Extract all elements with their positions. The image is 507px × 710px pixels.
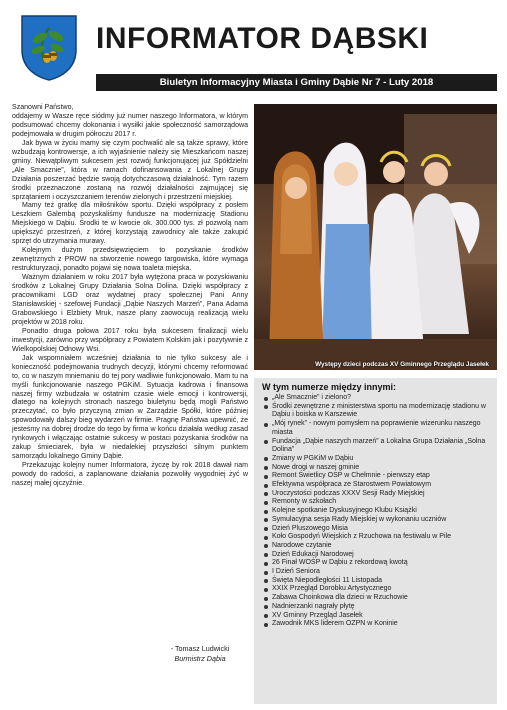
table-of-contents [254, 378, 497, 704]
contents-item: Święta Niepodległości 11 Listopada [262, 577, 489, 586]
municipal-crest-logo [20, 14, 78, 82]
contents-item: Środki zewnętrzne z ministerstwa sportu na modernizację stadionu w Dąbiu i boiska w Karszewie [262, 403, 489, 420]
article-paragraph: Mamy też gratkę dla miłośników sportu. Dzięki współpracy z posłem Leszkiem Galembą pozyskaliśmy fundusze na modernizację Stadionu Miejskiego w Dąbiu. Środki te w kwocie ok. 300.000 tys. zł pozwolą nam upiększyć przestrzeń, z której korzystają zawodnicy ale także zakupić sprzęt do utrzymania murawy. [12, 202, 248, 246]
contents-item: „Ale Smacznie” i zielono? [262, 394, 489, 403]
newsletter-subtitle-banner: Biuletyn Informacyjny Miasta i Gminy Dąbie Nr 7 - Luty 2018 [96, 74, 497, 91]
contents-title: W tym numerze między innymi: [262, 382, 397, 392]
nativity-play-photo [254, 104, 497, 370]
photo-caption: Występy dzieci podczas XV Gminnego Przeglądu Jasełek [315, 361, 489, 368]
article-paragraph: Jak wspomniałem wcześniej działania to nie tylko sukcesy ale i konieczność podejmowania trudnych decyzji, którymi chcemy reformować to, co w naszym mniemaniu do tej pory wadliwie funkcjonowało. Mam tu na myśli funkcjonowanie naszego PGKiM. Sytuacja kadrowa i finansowa naszej firmy wzbudzała w ostatnim czasie wiele emocji i kontrowersji, dlatego na kolejnych stronach naszego biuletynu będą mogli Państwo przeczytać, co było przyczyną zmian w Zarządzie Spółki, które później spowodowały dalszy bieg wydarzeń w firmie. Pragnę Państwa upewnić, że jesteśmy na dobrej drodze do tego by firma w końcu działała według zasad rynkowych i włączając ostatnie sukcesy w postaci pozyskania środków na zakup śmieciarek, była w niedalekiej przyszłości silnym punktem samorządu lokalnego Gminy Dąbie. [12, 354, 248, 461]
contents-item: Symulacyjna sesja Rady Miejskiej w wykonaniu uczniów [262, 516, 489, 525]
contents-item: „Mój rynek” - nowym pomysłem na poprawienie wizerunku naszego miasta [262, 420, 489, 437]
signature [150, 644, 250, 663]
signature-name: - Tomasz Ludwicki [170, 644, 230, 653]
contents-item: Fundacja „Dąbie naszych marzeń” a Lokalna Grupa Działania „Solna Dolina” [262, 438, 489, 455]
article-paragraph: oddajemy w Wasze ręce siódmy już numer naszego Informatora, w którym podsumować chcemy dokonania i wysiłki jakie społeczność samorządowa podejmowała w drugim półroczu 2017 r. [12, 112, 248, 138]
article-paragraph: Ponadto druga połowa 2017 roku była sukcesem finalizacji wielu inwestycji, zarówno przy współpracy z Powiatem Kolskim jak i pozytywnie z Wielkopolskiej Odnowy Wsi. [12, 327, 248, 353]
contents-item: Zmiany w PGKiM w Dąbiu [262, 455, 489, 464]
contents-item: Zabawa Choinkowa dla dzieci w Rzuchowie [262, 594, 489, 603]
contents-item: Nowe drogi w naszej gminie [262, 464, 489, 473]
article-paragraph: Kolejnym dużym przedsięwzięciem to pozyskanie środków zewnętrznych z PROW na stworzenie nowego targowiska, które wymaga restrukturyzacji, ponadto pojawi się nowa toaleta miejska. [12, 247, 248, 273]
article-paragraph: Jak bywa w życiu mamy się czym pochwalić ale są także sprawy, które wzbudzają kontrowersje, a ich wyjaśnienie należy się Mieszkańcom naszej gminy. Niewątpliwym sukcesem jest rozwój funkcjonującej już Spółdzielni „Ale Smacznie”, która w ramach dofinansowania z Lokalnej Grupy Działania poszerzać będzie swoją dotychczasową działalność. Tym razem środki przeznaczone zostaną na rozwój działalności zajmującej się sprzątaniem i oczyszczaniem terenów zielonych i przestrzeni miejskiej. [12, 139, 248, 201]
contents-list [262, 394, 489, 629]
contents-item: 26 Finał WOŚP w Dąbiu z rekordową kwotą [262, 559, 489, 568]
contents-item: XV Gminny Przegląd Jasełek [262, 612, 489, 621]
contents-item: I Dzień Seniora [262, 568, 489, 577]
article-paragraph: Przekazując kolejny numer Informatora, życzę by rok 2018 dawał nam powody do radości, a zaplanowane działania pozwoliły wygodniej żyć w naszej małej ojczyźnie. [12, 462, 248, 488]
contents-item: Koło Gospodyń Wiejskich z Rzuchowa na festiwalu w Pile [262, 533, 489, 542]
contents-item: Efektywna współpraca ze Starostwem Powiatowym [262, 481, 489, 490]
contents-item: Remonty w szkołach [262, 498, 489, 507]
contents-item: Zawodnik MKS liderem OZPN w Koninie [262, 620, 489, 629]
greeting: Szanowni Państwo, [12, 104, 74, 111]
contents-item: Remont Świetlicy OSP w Chełmnie - pierwszy etap [262, 472, 489, 481]
contents-item: Kolejne spotkanie Dyskusyjnego Klubu Książki [262, 507, 489, 516]
newsletter-title: INFORMATOR DĄBSKI [96, 22, 429, 55]
contents-item: Dzień Pluszowego Misia [262, 525, 489, 534]
article-paragraph: Ważnym działaniem w roku 2017 była wytężona praca w pozyskiwaniu środków z Lokalnej Grupy Działania Solna Dolina. Dzięki współpracy z pracownikami LGD oraz wydatnej pracy społecznej Pani Anny Stanisławskiej - szefowej Fundacji „Dąbie Naszych Marzeń”, Pana Adama Grabowskiego i Elżbiety Mruk, nasze plany zaowocują realizacją wielu projektów w 2018 roku. [12, 274, 248, 326]
signature-role: Burmistrz Dąbia [174, 653, 226, 663]
contents-item: XXIX Przegląd Dorobku Artystycznego [262, 585, 489, 594]
editorial-letter [12, 104, 248, 489]
contents-item: Uroczystości podczas XXXV Sesji Rady Miejskiej [262, 490, 489, 499]
contents-item: Narodowe czytanie [262, 542, 489, 551]
contents-item: Nadnierzanki nagrały płytę [262, 603, 489, 612]
contents-item: Dzień Edukacji Narodowej [262, 551, 489, 560]
